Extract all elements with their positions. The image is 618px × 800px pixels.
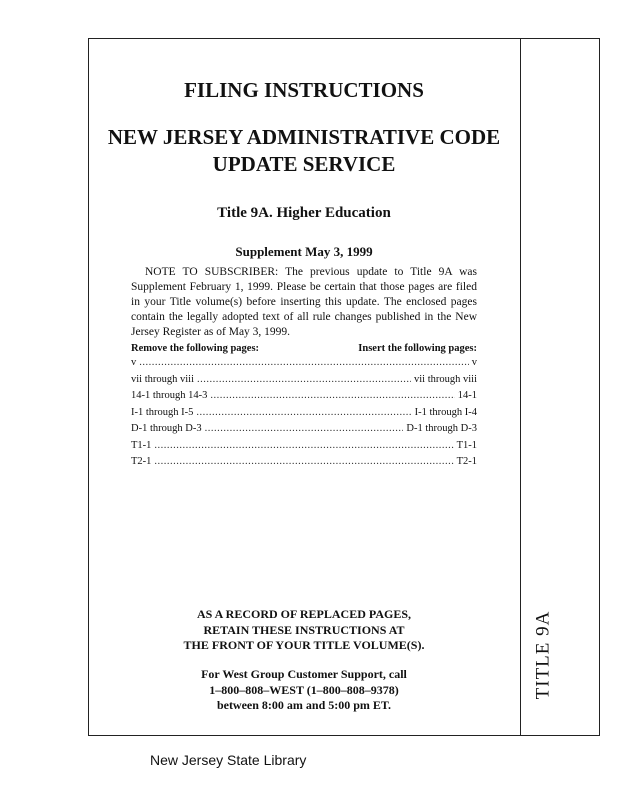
dot-leader — [196, 405, 411, 422]
remove-pages: T1-1 — [131, 439, 152, 451]
table-row — [131, 454, 477, 471]
record-line-2: RETAIN THESE INSTRUCTIONS AT — [203, 622, 405, 637]
customer-support — [88, 667, 520, 714]
support-hours: between 8:00 am and 5:00 pm ET. — [216, 698, 392, 712]
remove-pages: I-1 through I-5 — [131, 406, 194, 418]
table-row — [131, 388, 477, 405]
tab-divider — [520, 38, 521, 736]
dot-leader — [205, 421, 404, 438]
table-row — [131, 372, 477, 389]
remove-pages: vii through viii — [131, 373, 194, 385]
support-line-1: For West Group Customer Support, call — [201, 667, 407, 681]
remove-pages: T2-1 — [131, 456, 152, 467]
remove-pages: 14-1 through 14-3 — [131, 390, 208, 401]
title-subject: Title 9A. Higher Education — [217, 205, 391, 221]
title-tab-label: TITLE 9A — [532, 610, 554, 700]
code-title-line-1: NEW JERSEY ADMINISTRATIVE CODE — [107, 125, 501, 149]
record-line-3: THE FRONT OF YOUR TITLE VOLUME(S). — [183, 638, 425, 652]
dot-leader — [139, 355, 469, 372]
subscriber-note: NOTE TO SUBSCRIBER: The previous update to Title 9A was Supplement February 1, 1999. Please be certain that those pages are filed in your Title volume(s) before inserting this update. The enclosed pages contain the legally adopted text of all rule changes published in the New Jersey Register as of May 3, 1999. — [131, 266, 477, 338]
filing-instructions-heading: FILING INSTRUCTIONS — [184, 78, 424, 102]
remove-pages: v — [131, 357, 137, 368]
insert-pages: 14-1 — [457, 390, 477, 401]
support-phone: 1–800–808–WEST (1–800–808–9378) — [209, 682, 399, 697]
record-line-1: AS A RECORD OF REPLACED PAGES, — [196, 607, 412, 621]
page-table — [131, 355, 477, 471]
insert-pages: I-1 through I-4 — [414, 406, 477, 418]
dot-leader — [154, 454, 453, 471]
supplement-date: Supplement May 3, 1999 — [235, 244, 373, 259]
remove-pages: D-1 through D-3 — [131, 423, 202, 434]
dot-leader — [154, 438, 453, 455]
insert-pages: v — [471, 357, 477, 368]
insert-pages: T2-1 — [456, 456, 477, 467]
table-row — [131, 405, 477, 422]
insert-pages: D-1 through D-3 — [406, 423, 477, 434]
insert-pages: vii through viii — [414, 373, 477, 385]
title-tab — [528, 600, 558, 710]
record-instructions — [88, 607, 520, 654]
dot-leader — [210, 388, 454, 405]
code-title-line-2: UPDATE SERVICE — [212, 152, 396, 176]
library-footer: New Jersey State Library — [150, 752, 307, 768]
insert-header: Insert the following pages: — [358, 343, 477, 354]
remove-header: Remove the following pages: — [131, 343, 260, 354]
code-title — [88, 124, 520, 178]
table-row — [131, 438, 477, 455]
table-row — [131, 355, 477, 372]
table-row — [131, 421, 477, 438]
insert-pages: T1-1 — [456, 439, 477, 451]
dot-leader — [197, 372, 411, 389]
page-table-header — [131, 343, 477, 354]
